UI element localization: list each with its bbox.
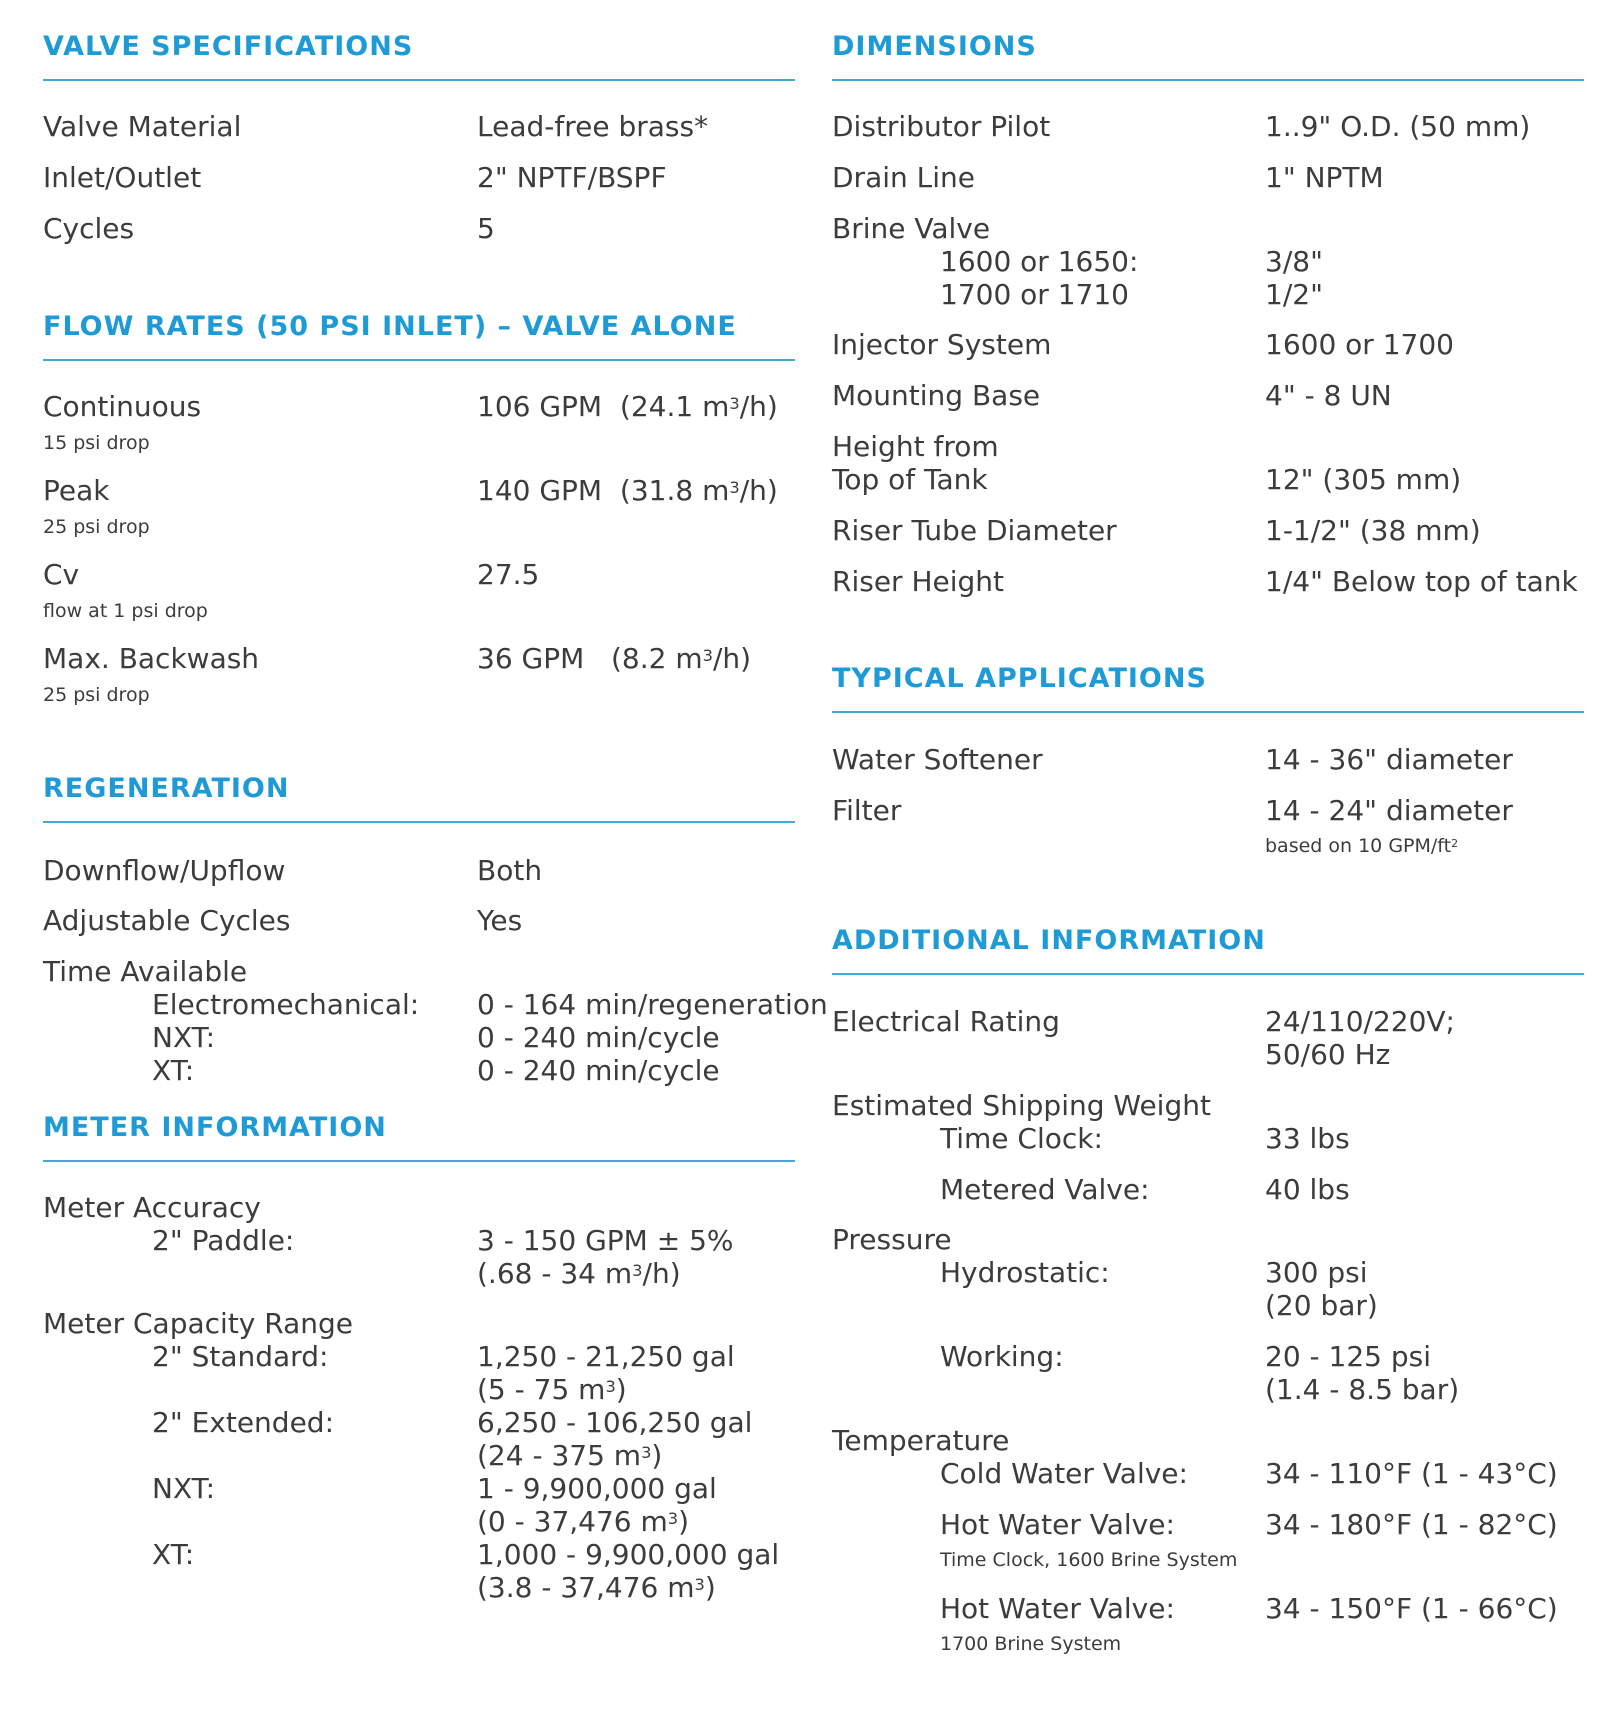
dimension-label: Riser Height — [832, 565, 1005, 598]
info-value: 40 lbs — [1265, 1173, 1350, 1206]
spec-value: 2" NPTF/BSPF — [477, 161, 667, 194]
application-value: 14 - 24" diameter — [1265, 794, 1513, 827]
info-value: 34 - 180°F (1 - 82°C) — [1265, 1508, 1558, 1541]
info-sublabel: Hydrostatic: — [940, 1256, 1110, 1289]
meter-value: 6,250 - 106,250 gal — [477, 1406, 753, 1439]
dimension-label: Mounting Base — [832, 379, 1041, 412]
flow-label: Peak — [43, 474, 110, 507]
dimension-value: 1..9" O.D. (50 mm) — [1265, 110, 1531, 143]
regen-sublabel: XT: — [152, 1054, 195, 1087]
flow-note: 25 psi drop — [43, 684, 150, 706]
flow-label: Continuous — [43, 390, 202, 423]
dimension-label: Height from — [832, 430, 999, 463]
section-divider — [43, 1160, 795, 1162]
info-label: Pressure — [832, 1223, 952, 1256]
dimension-label: Brine Valve — [832, 212, 991, 245]
dimension-value: 4" - 8 UN — [1265, 379, 1392, 412]
dimension-value: 1/2" — [1265, 278, 1323, 311]
info-value: (1.4 - 8.5 bar) — [1265, 1373, 1460, 1406]
dimension-sublabel: 1700 or 1710 — [940, 278, 1129, 311]
flow-value: 140 GPM (31.8 $m^3/h$) — [477, 474, 778, 507]
regen-sublabel: Electromechanical: — [152, 988, 420, 1021]
dimension-label: Drain Line — [832, 161, 976, 194]
spec-label: Inlet/Outlet — [43, 161, 202, 194]
regen-sublabel: NXT: — [152, 1021, 216, 1054]
info-sublabel: Working: — [940, 1340, 1064, 1373]
application-note: based on 10 GPM/$ft^2$ — [1265, 835, 1459, 857]
regeneration-heading: REGENERATION — [43, 773, 290, 804]
meter-information-heading: METER INFORMATION — [43, 1112, 387, 1143]
flow-note: flow at 1 psi drop — [43, 600, 208, 622]
meter-sublabel: 2" Extended: — [152, 1406, 335, 1439]
info-label: Electrical Rating — [832, 1005, 1060, 1038]
section-divider — [832, 973, 1584, 975]
info-label: Temperature — [832, 1424, 1010, 1457]
dimension-value: 1-1/2" (38 mm) — [1265, 514, 1481, 547]
meter-label: Meter Accuracy — [43, 1191, 261, 1224]
meter-sublabel: XT: — [152, 1538, 195, 1571]
info-sublabel: Time Clock: — [940, 1122, 1103, 1155]
regen-value: 0 - 240 min/cycle — [477, 1054, 720, 1087]
dimension-label: Riser Tube Diameter — [832, 514, 1117, 547]
dimension-value: 1" NPTM — [1265, 161, 1384, 194]
section-divider — [832, 79, 1584, 81]
spec-label: Valve Material — [43, 110, 242, 143]
spec-value: Lead-free brass* — [477, 110, 709, 143]
info-value: (20 bar) — [1265, 1289, 1378, 1322]
regen-label: Adjustable Cycles — [43, 904, 291, 937]
valve-specifications-heading: VALVE SPECIFICATIONS — [43, 31, 414, 62]
dimension-value: 1600 or 1700 — [1265, 328, 1454, 361]
section-divider — [43, 79, 795, 81]
regen-value: Yes — [477, 904, 523, 937]
meter-label: Meter Capacity Range — [43, 1307, 354, 1340]
meter-value: 1,000 - 9,900,000 gal — [477, 1538, 780, 1571]
spec-value: 5 — [477, 212, 495, 245]
flow-label: Max. Backwash — [43, 642, 260, 675]
meter-value-metric: (3.8 - 37,476 $m^3$) — [477, 1571, 716, 1604]
meter-sublabel: 2" Paddle: — [152, 1224, 295, 1257]
info-value: 50/60 Hz — [1265, 1038, 1391, 1071]
flow-rates-heading: FLOW RATES (50 PSI INLET) – VALVE ALONE — [43, 311, 737, 342]
section-divider — [43, 359, 795, 361]
info-value: 33 lbs — [1265, 1122, 1350, 1155]
meter-sublabel: NXT: — [152, 1472, 216, 1505]
info-value: 300 psi — [1265, 1256, 1368, 1289]
regen-label: Downflow/Upflow — [43, 854, 286, 887]
spec-label: Cycles — [43, 212, 135, 245]
dimension-value: 3/8" — [1265, 245, 1323, 278]
meter-value-metric: (24 - 375 $m^3$) — [477, 1439, 663, 1472]
flow-label: Cv — [43, 558, 80, 591]
info-value: 20 - 125 psi — [1265, 1340, 1432, 1373]
section-divider — [43, 821, 795, 823]
dimension-value: 12" (305 mm) — [1265, 463, 1462, 496]
meter-value: 1,250 - 21,250 gal — [477, 1340, 735, 1373]
typical-applications-heading: TYPICAL APPLICATIONS — [832, 663, 1207, 694]
meter-value: 1 - 9,900,000 gal — [477, 1472, 717, 1505]
info-sublabel: Metered Valve: — [940, 1173, 1150, 1206]
application-value: 14 - 36" diameter — [1265, 743, 1513, 776]
meter-value-metric: (0 - 37,476 $m^3$) — [477, 1505, 690, 1538]
info-sublabel: Hot Water Valve: — [940, 1592, 1175, 1625]
info-note: 1700 Brine System — [940, 1633, 1122, 1655]
info-sublabel: Hot Water Valve: — [940, 1508, 1175, 1541]
flow-value: 27.5 — [477, 558, 540, 591]
meter-value-metric: (.68 - 34 $m^3/h$) — [477, 1257, 681, 1290]
dimensions-heading: DIMENSIONS — [832, 31, 1037, 62]
info-value: 34 - 110°F (1 - 43°C) — [1265, 1457, 1558, 1490]
meter-sublabel: 2" Standard: — [152, 1340, 329, 1373]
dimension-sublabel: 1600 or 1650: — [940, 245, 1139, 278]
regen-value: 0 - 164 min/regeneration — [477, 988, 828, 1021]
meter-value-metric: (5 - 75 $m^3$) — [477, 1373, 627, 1406]
regen-value: 0 - 240 min/cycle — [477, 1021, 720, 1054]
info-value: 24/110/220V; — [1265, 1005, 1455, 1038]
application-label: Water Softener — [832, 743, 1043, 776]
flow-note: 25 psi drop — [43, 516, 150, 538]
dimension-label: Distributor Pilot — [832, 110, 1051, 143]
regen-value: Both — [477, 854, 543, 887]
flow-value: 36 GPM (8.2 $m^3/h$) — [477, 642, 752, 675]
additional-information-heading: ADDITIONAL INFORMATION — [832, 925, 1266, 956]
flow-value: 106 GPM (24.1 $m^3/h$) — [477, 390, 778, 423]
application-label: Filter — [832, 794, 902, 827]
info-label: Estimated Shipping Weight — [832, 1089, 1211, 1122]
meter-value: 3 - 150 GPM ± 5% — [477, 1224, 734, 1257]
dimension-value: 1/4" Below top of tank — [1265, 565, 1578, 598]
regen-label: Time Available — [43, 955, 248, 988]
section-divider — [832, 711, 1584, 713]
info-sublabel: Cold Water Valve: — [940, 1457, 1188, 1490]
dimension-label: Injector System — [832, 328, 1052, 361]
info-note: Time Clock, 1600 Brine System — [940, 1549, 1238, 1571]
flow-note: 15 psi drop — [43, 432, 150, 454]
info-value: 34 - 150°F (1 - 66°C) — [1265, 1592, 1558, 1625]
dimension-label: Top of Tank — [832, 463, 988, 496]
